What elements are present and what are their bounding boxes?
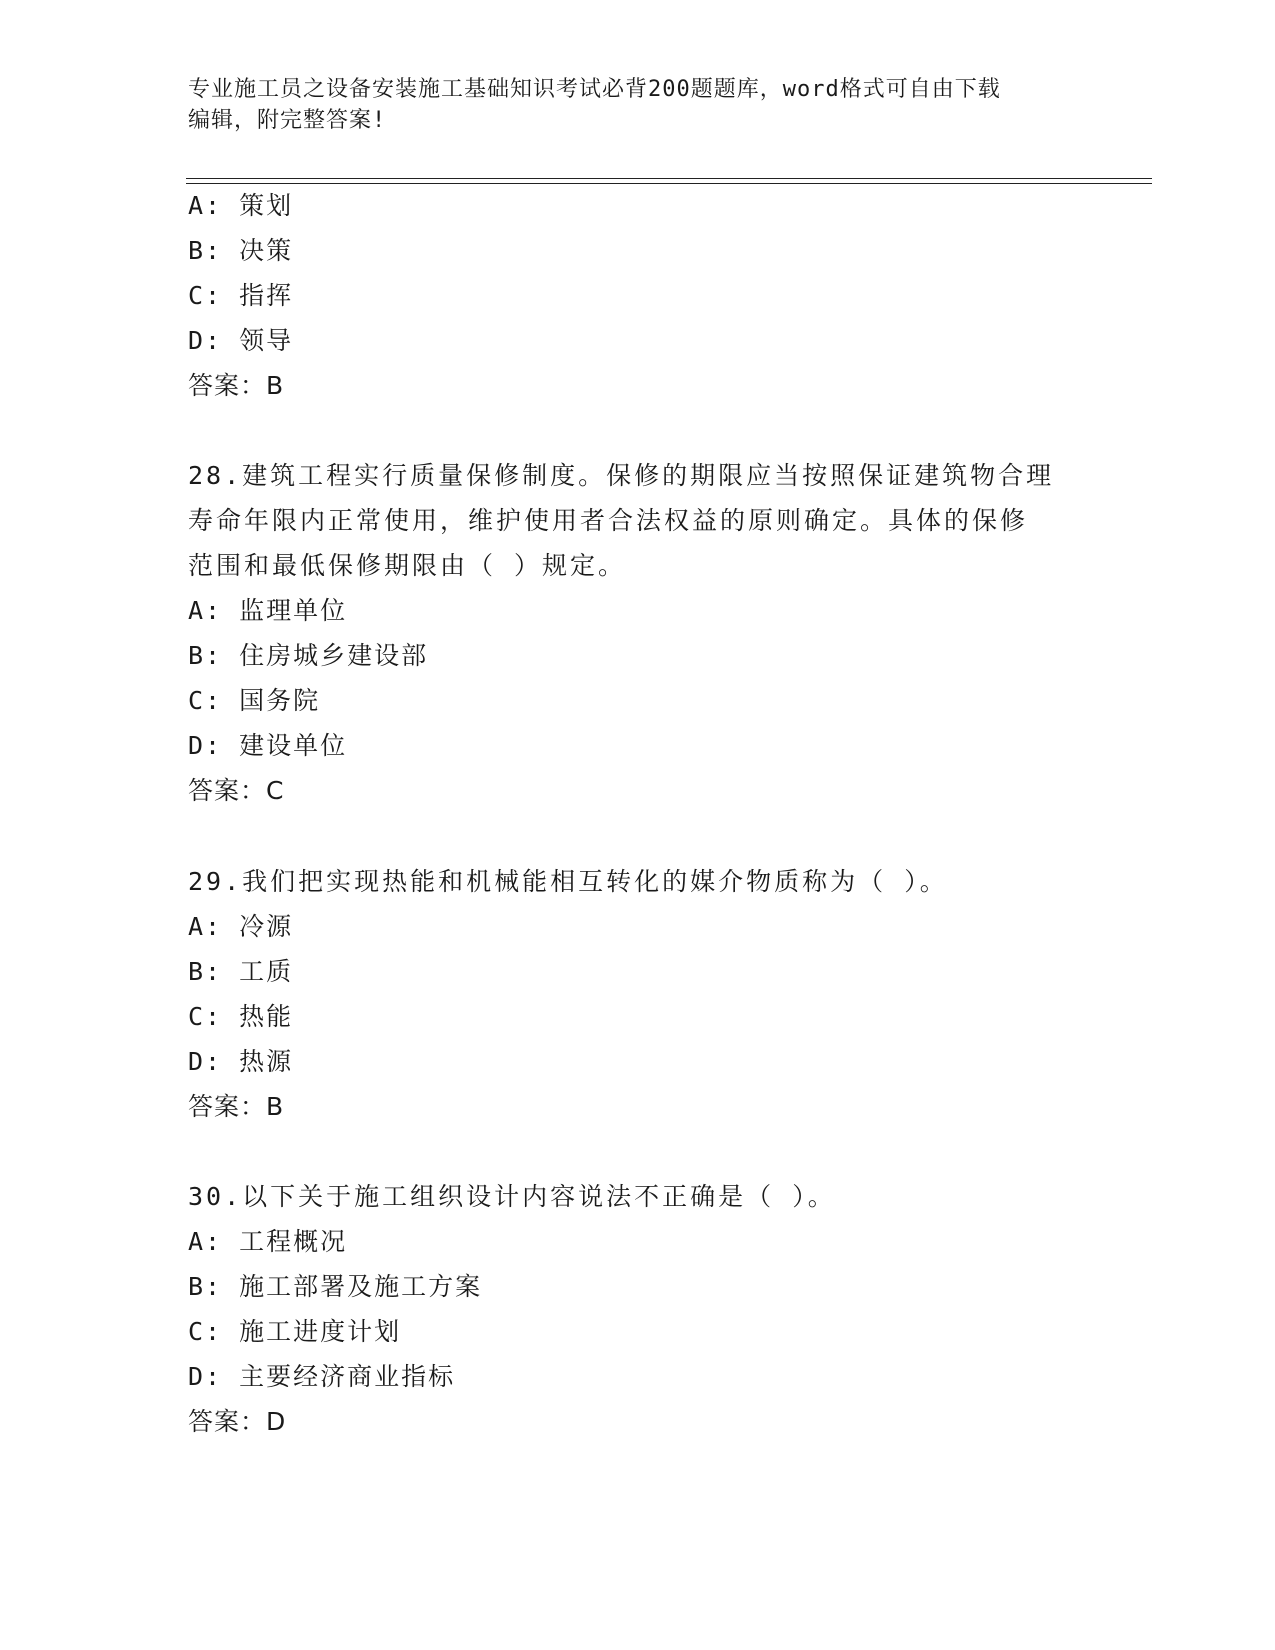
prev-option-b: B: 决策 (188, 236, 294, 265)
question-30-text-line-1: 30.以下关于施工组织设计内容说法不正确是（ ）。 (188, 1182, 836, 1211)
question-28-text-line-1: 28.建筑工程实行质量保修制度。保修的期限应当按照保证建筑物合理 (188, 461, 1055, 490)
question-28-option-c: C: 国务院 (188, 686, 321, 715)
question-29-option-b: B: 工质 (188, 957, 294, 986)
prev-option-a: A: 策划 (188, 191, 294, 220)
question-29-option-c: C: 热能 (188, 1002, 294, 1031)
question-30-option-c: C: 施工进度计划 (188, 1317, 402, 1346)
question-30-answer: 答案：D (188, 1407, 287, 1436)
question-30-option-a: A: 工程概况 (188, 1227, 348, 1256)
question-28-answer: 答案：C (188, 776, 285, 805)
question-29-text-line-1: 29.我们把实现热能和机械能相互转化的媒介物质称为（ ）。 (188, 867, 948, 896)
question-30-option-d: D: 主要经济商业指标 (188, 1362, 456, 1391)
prev-answer: 答案：B (188, 371, 285, 400)
question-28-text-line-3: 范围和最低保修期限由（ ）规定。 (188, 551, 627, 580)
header-divider-top (186, 178, 1152, 179)
question-28-option-d: D: 建设单位 (188, 731, 348, 760)
document-title-line-1: 专业施工员之设备安装施工基础知识考试必背200题题库，word格式可自由下载 (188, 77, 1001, 102)
document-title-line-2: 编辑，附完整答案! (188, 108, 387, 133)
question-30-option-b: B: 施工部署及施工方案 (188, 1272, 483, 1301)
document-header (188, 74, 1068, 136)
question-29-option-a: A: 冷源 (188, 912, 294, 941)
prev-option-c: C: 指挥 (188, 281, 294, 310)
question-28-option-a: A: 监理单位 (188, 596, 348, 625)
header-divider-bottom (186, 183, 1152, 184)
question-28-text-line-2: 寿命年限内正常使用，维护使用者合法权益的原则确定。具体的保修 (188, 506, 1029, 535)
prev-option-d: D: 领导 (188, 326, 294, 355)
question-29-option-d: D: 热源 (188, 1047, 294, 1076)
question-29-answer: 答案：B (188, 1092, 285, 1121)
question-28-option-b: B: 住房城乡建设部 (188, 641, 429, 670)
